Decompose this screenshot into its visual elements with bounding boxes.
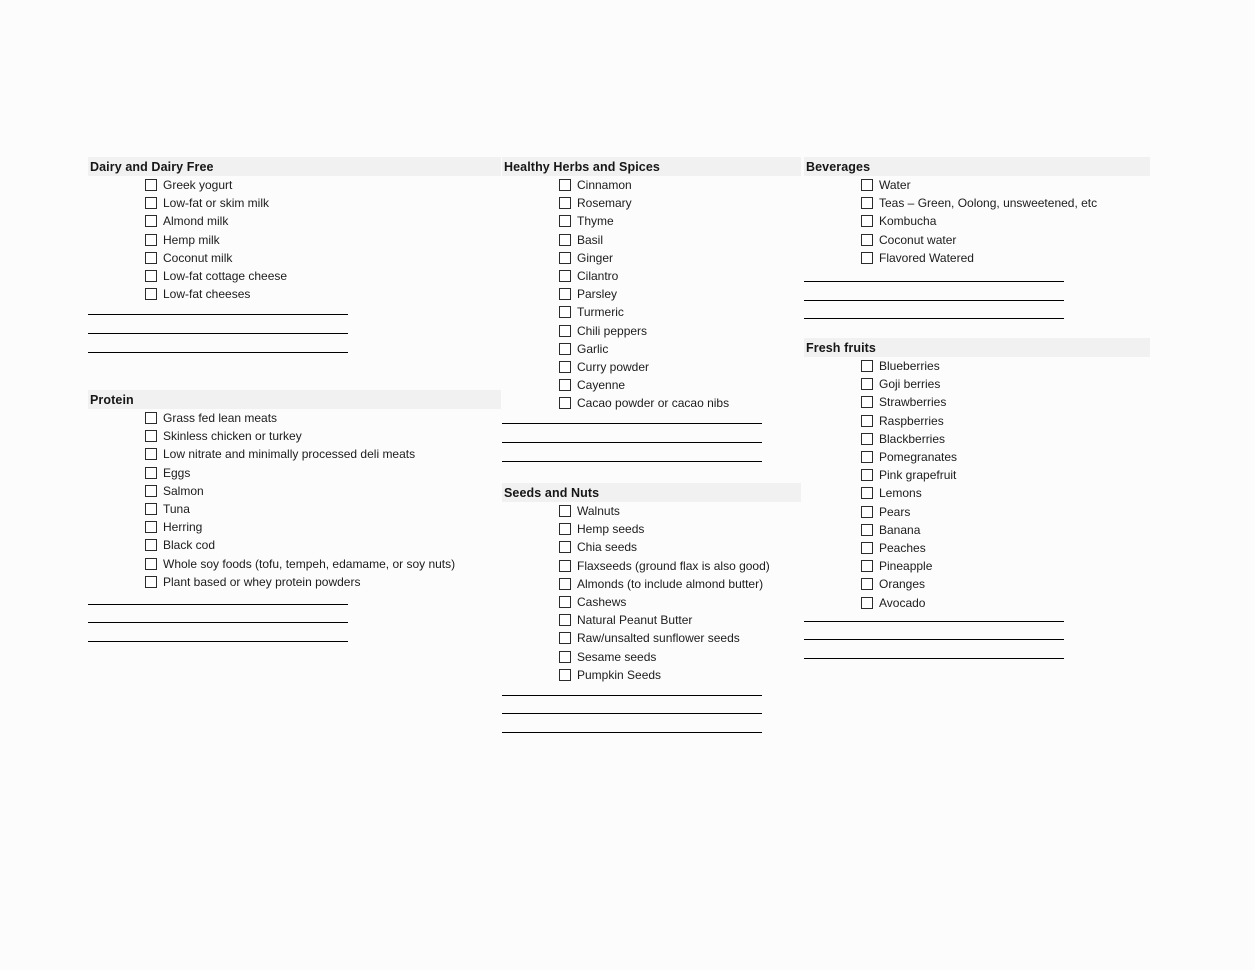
checkbox-icon[interactable] bbox=[559, 614, 571, 626]
checkbox-icon[interactable] bbox=[145, 521, 157, 533]
checklist-item bbox=[861, 539, 1150, 557]
checkbox-icon[interactable] bbox=[861, 215, 873, 227]
checklist-item bbox=[861, 484, 1150, 502]
checkbox-icon[interactable] bbox=[861, 197, 873, 209]
section-header bbox=[88, 390, 501, 409]
checkbox-icon[interactable] bbox=[559, 651, 571, 663]
section-header bbox=[502, 157, 801, 176]
item-label: Ginger bbox=[577, 250, 614, 265]
checkbox-icon[interactable] bbox=[145, 197, 157, 209]
checkbox-icon[interactable] bbox=[559, 632, 571, 644]
item-label: Pomegranates bbox=[879, 450, 958, 465]
checkbox-icon[interactable] bbox=[145, 234, 157, 246]
item-label: Pineapple bbox=[879, 559, 933, 574]
checkbox-icon[interactable] bbox=[559, 669, 571, 681]
checklist-item bbox=[559, 358, 801, 376]
checkbox-icon[interactable] bbox=[861, 578, 873, 590]
checkbox-icon[interactable] bbox=[861, 469, 873, 481]
item-label: Flaxseeds (ground flax is also good) bbox=[577, 558, 770, 573]
write-in-line bbox=[88, 333, 348, 334]
item-label: Water bbox=[879, 178, 911, 193]
checkbox-icon[interactable] bbox=[559, 596, 571, 608]
checkbox-icon[interactable] bbox=[559, 234, 571, 246]
checkbox-icon[interactable] bbox=[559, 325, 571, 337]
checkbox-icon[interactable] bbox=[145, 252, 157, 264]
write-in-line bbox=[804, 281, 1064, 282]
checklist-item bbox=[861, 249, 1150, 267]
checklist-item bbox=[861, 593, 1150, 611]
checklist bbox=[88, 176, 501, 303]
section-title: Healthy Herbs and Spices bbox=[504, 160, 660, 174]
checkbox-icon[interactable] bbox=[861, 179, 873, 191]
item-label: Avocado bbox=[879, 595, 926, 610]
item-label: Hemp seeds bbox=[577, 522, 645, 537]
checkbox-icon[interactable] bbox=[145, 558, 157, 570]
item-label: Strawberries bbox=[879, 395, 947, 410]
write-in-line bbox=[88, 352, 348, 353]
checklist-item bbox=[145, 249, 501, 267]
item-label: Basil bbox=[577, 232, 604, 247]
checklist-item bbox=[559, 267, 801, 285]
checklist-item bbox=[861, 575, 1150, 593]
checkbox-icon[interactable] bbox=[559, 270, 571, 282]
section-title: Fresh fruits bbox=[806, 341, 876, 355]
checklist-item bbox=[559, 340, 801, 358]
checkbox-icon[interactable] bbox=[145, 288, 157, 300]
item-label: Natural Peanut Butter bbox=[577, 613, 693, 628]
checklist bbox=[502, 502, 801, 684]
section-title: Seeds and Nuts bbox=[504, 486, 600, 500]
checklist-item bbox=[145, 555, 501, 573]
item-label: Oranges bbox=[879, 577, 926, 592]
item-label: Salmon bbox=[163, 483, 204, 498]
write-in-lines bbox=[502, 423, 801, 461]
checklist-item bbox=[861, 375, 1150, 393]
section-fresh-fruits bbox=[804, 338, 1150, 659]
item-label: Goji berries bbox=[879, 377, 941, 392]
item-label: Teas – Green, Oolong, unsweetened, etc bbox=[879, 196, 1098, 211]
checklist-item bbox=[861, 521, 1150, 539]
write-in-line bbox=[88, 622, 348, 623]
write-in-line bbox=[502, 695, 762, 696]
checklist-item bbox=[145, 445, 501, 463]
checkbox-icon[interactable] bbox=[559, 288, 571, 300]
checklist-item bbox=[559, 611, 801, 629]
item-label: Greek yogurt bbox=[163, 178, 233, 193]
section-header bbox=[804, 157, 1150, 176]
checkbox-icon[interactable] bbox=[861, 560, 873, 572]
checkbox-icon[interactable] bbox=[559, 505, 571, 517]
write-in-line bbox=[88, 314, 348, 315]
checklist-item bbox=[861, 430, 1150, 448]
checklist-item bbox=[861, 393, 1150, 411]
item-label: Herring bbox=[163, 520, 203, 535]
item-label: Chia seeds bbox=[577, 540, 638, 555]
item-label: Turmeric bbox=[577, 305, 624, 320]
write-in-lines bbox=[88, 604, 501, 642]
checklist-item bbox=[559, 176, 801, 194]
checklist-item bbox=[861, 357, 1150, 375]
checkbox-icon[interactable] bbox=[145, 215, 157, 227]
item-label: Flavored Watered bbox=[879, 250, 974, 265]
checkbox-icon[interactable] bbox=[559, 541, 571, 553]
checklist bbox=[804, 176, 1150, 267]
checkbox-icon[interactable] bbox=[559, 379, 571, 391]
item-label: Lemons bbox=[879, 486, 922, 501]
write-in-line bbox=[804, 658, 1064, 659]
item-label: Low-fat cheeses bbox=[163, 287, 251, 302]
checklist-item bbox=[559, 394, 801, 412]
checkbox-icon[interactable] bbox=[145, 430, 157, 442]
checklist-item bbox=[559, 538, 801, 556]
checkbox-icon[interactable] bbox=[145, 539, 157, 551]
checklist-item bbox=[559, 666, 801, 684]
item-label: Cashews bbox=[577, 595, 627, 610]
item-label: Skinless chicken or turkey bbox=[163, 429, 302, 444]
checklist-item bbox=[145, 285, 501, 303]
checklist-item bbox=[559, 322, 801, 340]
write-in-line bbox=[804, 318, 1064, 319]
item-label: Curry powder bbox=[577, 359, 650, 374]
checkbox-icon[interactable] bbox=[861, 597, 873, 609]
checkbox-icon[interactable] bbox=[861, 396, 873, 408]
checkbox-icon[interactable] bbox=[861, 506, 873, 518]
checklist-item bbox=[559, 629, 801, 647]
checklist-item bbox=[559, 249, 801, 267]
checklist-item bbox=[145, 573, 501, 591]
checkbox-icon[interactable] bbox=[145, 412, 157, 424]
write-in-line bbox=[88, 641, 348, 642]
checkbox-icon[interactable] bbox=[559, 523, 571, 535]
checkbox-icon[interactable] bbox=[559, 578, 571, 590]
checkbox-icon[interactable] bbox=[145, 485, 157, 497]
checklist-item bbox=[559, 194, 801, 212]
write-in-lines bbox=[804, 621, 1150, 659]
checkbox-icon[interactable] bbox=[145, 270, 157, 282]
checklist-item bbox=[559, 502, 801, 520]
item-label: Pumpkin Seeds bbox=[577, 667, 662, 682]
item-label: Kombucha bbox=[879, 214, 937, 229]
checkbox-icon[interactable] bbox=[861, 487, 873, 499]
item-label: Cacao powder or cacao nibs bbox=[577, 396, 730, 411]
checklist bbox=[502, 176, 801, 412]
write-in-lines bbox=[88, 314, 501, 352]
checkbox-icon[interactable] bbox=[145, 467, 157, 479]
item-label: Pink grapefruit bbox=[879, 468, 957, 483]
checklist-item bbox=[145, 231, 501, 249]
item-label: Thyme bbox=[577, 214, 614, 229]
item-label: Cilantro bbox=[577, 269, 619, 284]
checklist-item bbox=[145, 464, 501, 482]
checklist-item bbox=[145, 409, 501, 427]
checkbox-icon[interactable] bbox=[861, 451, 873, 463]
checklist-item bbox=[559, 285, 801, 303]
item-label: Coconut water bbox=[879, 232, 957, 247]
checklist-item bbox=[559, 376, 801, 394]
item-label: Coconut milk bbox=[163, 250, 233, 265]
item-label: Banana bbox=[879, 522, 921, 537]
write-in-line bbox=[804, 300, 1064, 301]
checkbox-icon[interactable] bbox=[861, 252, 873, 264]
checkbox-icon[interactable] bbox=[861, 378, 873, 390]
section-title: Protein bbox=[90, 393, 134, 407]
checklist-item bbox=[145, 267, 501, 285]
checklist-item bbox=[145, 427, 501, 445]
checklist-item bbox=[559, 648, 801, 666]
item-label: Peaches bbox=[879, 540, 926, 555]
checkbox-icon[interactable] bbox=[559, 343, 571, 355]
checkbox-icon[interactable] bbox=[861, 234, 873, 246]
checkbox-icon[interactable] bbox=[861, 360, 873, 372]
checklist-item bbox=[559, 212, 801, 230]
write-in-line bbox=[804, 621, 1064, 622]
section-title: Beverages bbox=[806, 160, 871, 174]
section-seeds-and-nuts bbox=[502, 483, 801, 733]
item-label: Garlic bbox=[577, 341, 609, 356]
item-label: Almond milk bbox=[163, 214, 229, 229]
item-label: Whole soy foods (tofu, tempeh, edamame, or soy nuts) bbox=[163, 556, 456, 571]
checklist-item bbox=[145, 536, 501, 554]
write-in-line bbox=[502, 713, 762, 714]
item-label: Cayenne bbox=[577, 378, 626, 393]
write-in-lines bbox=[502, 695, 801, 733]
section-dairy-and-dairy-free bbox=[88, 157, 501, 353]
write-in-line bbox=[502, 461, 762, 462]
section-healthy-herbs-and-spices bbox=[502, 157, 801, 462]
section-header bbox=[804, 338, 1150, 357]
checklist-item bbox=[861, 557, 1150, 575]
section-title: Dairy and Dairy Free bbox=[90, 160, 214, 174]
write-in-line bbox=[804, 639, 1064, 640]
checkbox-icon[interactable] bbox=[559, 560, 571, 572]
checklist-item bbox=[861, 231, 1150, 249]
checkbox-icon[interactable] bbox=[559, 179, 571, 191]
checkbox-icon[interactable] bbox=[559, 361, 571, 373]
item-label: Pears bbox=[879, 504, 911, 519]
item-label: Rosemary bbox=[577, 196, 632, 211]
checklist-item bbox=[861, 212, 1150, 230]
item-label: Parsley bbox=[577, 287, 618, 302]
checkbox-icon[interactable] bbox=[145, 448, 157, 460]
checklist-item bbox=[145, 176, 501, 194]
checkbox-icon[interactable] bbox=[559, 197, 571, 209]
checklist-item bbox=[145, 212, 501, 230]
checklist-item bbox=[145, 518, 501, 536]
checkbox-icon[interactable] bbox=[145, 179, 157, 191]
checkbox-icon[interactable] bbox=[559, 252, 571, 264]
item-label: Black cod bbox=[163, 538, 216, 553]
item-label: Tuna bbox=[163, 502, 190, 517]
checklist-item bbox=[559, 231, 801, 249]
checkbox-icon[interactable] bbox=[861, 433, 873, 445]
checkbox-icon[interactable] bbox=[861, 415, 873, 427]
checklist-item bbox=[145, 482, 501, 500]
item-label: Raspberries bbox=[879, 413, 944, 428]
checklist-item bbox=[559, 593, 801, 611]
item-label: Eggs bbox=[163, 465, 191, 480]
checklist-item bbox=[861, 194, 1150, 212]
write-in-line bbox=[88, 604, 348, 605]
checklist-item bbox=[559, 303, 801, 321]
checklist bbox=[804, 357, 1150, 612]
item-label: Blackberries bbox=[879, 431, 946, 446]
item-label: Blueberries bbox=[879, 359, 940, 374]
checklist bbox=[88, 409, 501, 591]
checkbox-icon[interactable] bbox=[559, 215, 571, 227]
item-label: Cinnamon bbox=[577, 178, 632, 193]
checkbox-icon[interactable] bbox=[861, 524, 873, 536]
item-label: Almonds (to include almond butter) bbox=[577, 576, 764, 591]
checklist-item bbox=[559, 575, 801, 593]
section-beverages bbox=[804, 157, 1150, 319]
checkbox-icon[interactable] bbox=[559, 397, 571, 409]
checklist-item bbox=[559, 557, 801, 575]
checkbox-icon[interactable] bbox=[145, 576, 157, 588]
item-label: Grass fed lean meats bbox=[163, 411, 278, 426]
item-label: Low-fat or skim milk bbox=[163, 196, 270, 211]
checklist-item bbox=[861, 176, 1150, 194]
checkbox-icon[interactable] bbox=[861, 542, 873, 554]
checklist-item bbox=[861, 503, 1150, 521]
item-label: Low-fat cottage cheese bbox=[163, 269, 288, 284]
checklist-item bbox=[861, 448, 1150, 466]
item-label: Low nitrate and minimally processed deli meats bbox=[163, 447, 416, 462]
item-label: Plant based or whey protein powders bbox=[163, 574, 361, 589]
item-label: Hemp milk bbox=[163, 232, 220, 247]
section-protein bbox=[88, 390, 501, 642]
item-label: Raw/unsalted sunflower seeds bbox=[577, 631, 740, 646]
checkbox-icon[interactable] bbox=[559, 306, 571, 318]
checklist-item bbox=[559, 520, 801, 538]
checklist-item bbox=[861, 466, 1150, 484]
write-in-line bbox=[502, 442, 762, 443]
item-label: Chili peppers bbox=[577, 323, 648, 338]
write-in-lines bbox=[804, 281, 1150, 319]
checklist-item bbox=[145, 500, 501, 518]
write-in-line bbox=[502, 423, 762, 424]
item-label: Walnuts bbox=[577, 504, 620, 519]
item-label: Sesame seeds bbox=[577, 649, 657, 664]
section-header bbox=[502, 483, 801, 502]
checklist-item bbox=[861, 412, 1150, 430]
checklist-item bbox=[145, 194, 501, 212]
checkbox-icon[interactable] bbox=[145, 503, 157, 515]
write-in-line bbox=[502, 732, 762, 733]
section-header bbox=[88, 157, 501, 176]
